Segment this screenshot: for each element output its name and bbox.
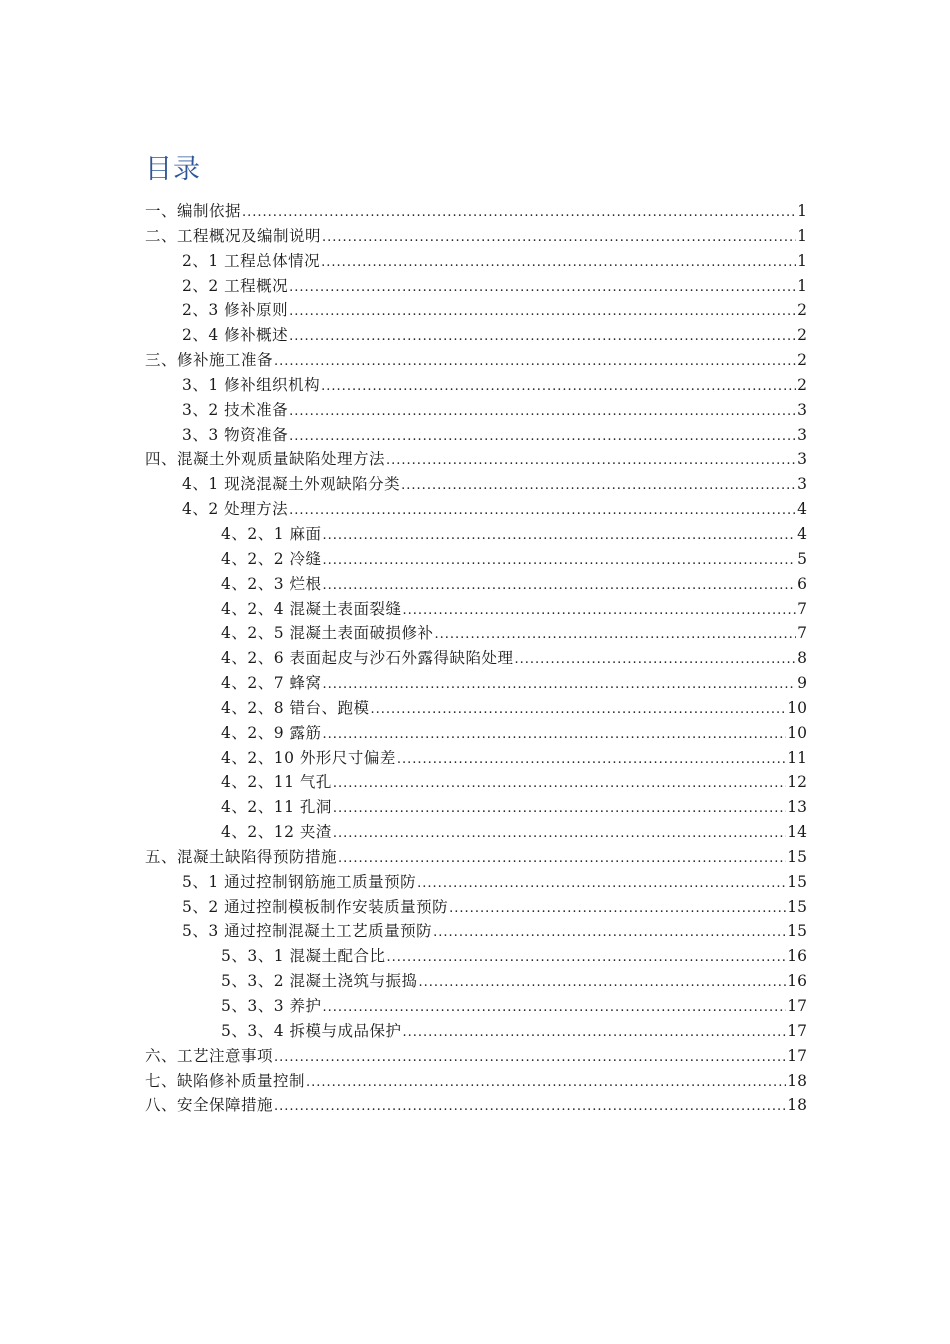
toc-entry-label: 3、3 物资准备 [182, 425, 289, 444]
toc-entry-page-number: 2 [797, 351, 807, 370]
toc-entry[interactable] [145, 547, 807, 572]
toc-dot-leader [274, 1095, 786, 1120]
toc-entry-label: 4、2、12 夹渣 [221, 823, 332, 842]
toc-dot-leader [323, 524, 797, 549]
toc-entry-label: 4、2、5 混凝土表面破损修补 [221, 624, 434, 643]
toc-entry[interactable] [145, 199, 807, 224]
toc-entry-label: 4、2、4 混凝土表面裂缝 [221, 599, 402, 618]
toc-entry[interactable] [145, 671, 807, 696]
toc-list [145, 199, 807, 1118]
toc-entry-label: 2、2 工程概况 [182, 276, 289, 295]
toc-dot-leader [449, 897, 786, 922]
toc-dot-leader [515, 648, 797, 673]
toc-dot-leader [419, 971, 787, 996]
toc-entry-label: 六、工艺注意事项 [145, 1046, 274, 1065]
toc-dot-leader [403, 1021, 787, 1046]
toc-entry[interactable] [145, 696, 807, 721]
toc-entry-page-number: 1 [797, 276, 807, 295]
toc-entry[interactable] [145, 1069, 807, 1094]
toc-entry[interactable] [145, 646, 807, 671]
toc-entry[interactable] [145, 572, 807, 597]
toc-entry-page-number: 2 [797, 375, 807, 394]
toc-entry[interactable] [145, 969, 807, 994]
toc-dot-leader [323, 996, 787, 1021]
toc-entry-label: 4、2、11 气孔 [221, 773, 332, 792]
toc-entry-page-number: 17 [787, 1021, 807, 1040]
toc-dot-leader [323, 574, 797, 599]
toc-entry[interactable] [145, 373, 807, 398]
toc-entry[interactable] [145, 721, 807, 746]
toc-dot-leader [433, 921, 786, 946]
toc-dot-leader [322, 226, 796, 251]
toc-entry[interactable] [145, 1044, 807, 1069]
toc-entry-label: 二、工程概况及编制说明 [145, 226, 322, 245]
toc-dot-leader [333, 772, 786, 797]
toc-entry-label: 5、3、4 拆模与成品保护 [221, 1021, 402, 1040]
toc-entry-page-number: 8 [797, 649, 807, 668]
toc-entry-page-number: 4 [797, 524, 807, 543]
toc-entry[interactable] [145, 348, 807, 373]
toc-entry-label: 2、3 修补原则 [182, 301, 289, 320]
toc-dot-leader [371, 698, 787, 723]
toc-dot-leader [289, 325, 796, 350]
toc-title: 目录 [145, 154, 201, 185]
toc-entry[interactable] [145, 1019, 807, 1044]
toc-entry-label: 4、2、1 麻面 [221, 524, 322, 543]
toc-entry[interactable] [145, 472, 807, 497]
toc-entry-page-number: 2 [797, 301, 807, 320]
toc-dot-leader [401, 474, 796, 499]
toc-entry-label: 4、1 现浇混凝土外观缺陷分类 [182, 475, 401, 494]
toc-dot-leader [306, 1071, 786, 1096]
toc-entry-page-number: 10 [787, 698, 807, 717]
toc-dot-leader [289, 300, 796, 325]
toc-entry[interactable] [145, 497, 807, 522]
toc-dot-leader [417, 872, 786, 897]
toc-entry-label: 4、2 处理方法 [182, 500, 289, 519]
toc-entry-page-number: 1 [797, 251, 807, 270]
toc-entry[interactable] [145, 1093, 807, 1118]
toc-entry[interactable] [145, 323, 807, 348]
toc-entry[interactable] [145, 447, 807, 472]
toc-dot-leader [403, 599, 797, 624]
toc-entry-label: 一、编制依据 [145, 202, 242, 220]
toc-entry-page-number: 3 [797, 400, 807, 419]
toc-dot-leader [289, 425, 796, 450]
toc-entry[interactable] [145, 820, 807, 845]
toc-entry-page-number: 4 [797, 500, 807, 519]
toc-entry-label: 五、混凝土缺陷得预防措施 [145, 847, 338, 866]
toc-dot-leader [242, 201, 796, 226]
toc-entry-page-number: 3 [797, 475, 807, 494]
toc-entry-label: 4、2、9 露筋 [221, 723, 322, 742]
toc-dot-leader [274, 1046, 786, 1071]
toc-entry-label: 5、3、2 混凝土浇筑与振捣 [221, 972, 418, 991]
toc-dot-leader [397, 748, 786, 773]
toc-entry-page-number: 6 [797, 574, 807, 593]
toc-entry[interactable] [145, 770, 807, 795]
toc-entry-label: 4、2、11 孔洞 [221, 798, 332, 817]
toc-entry[interactable] [145, 522, 807, 547]
toc-dot-leader [323, 673, 797, 698]
toc-entry-label: 5、3、1 混凝土配合比 [221, 947, 386, 966]
toc-entry[interactable] [145, 224, 807, 249]
toc-entry-page-number: 14 [787, 823, 807, 842]
toc-entry[interactable] [145, 621, 807, 646]
toc-dot-leader [333, 822, 786, 847]
toc-entry[interactable] [145, 274, 807, 299]
toc-dot-leader [323, 549, 797, 574]
toc-entry-label: 4、2、3 烂根 [221, 574, 322, 593]
toc-entry-label: 4、2、8 错台、跑模 [221, 698, 370, 717]
toc-entry-page-number: 13 [787, 798, 807, 817]
toc-entry-page-number: 15 [787, 922, 807, 941]
toc-entry-page-number: 18 [787, 1096, 807, 1115]
toc-entry-page-number: 7 [797, 624, 807, 643]
toc-entry-label: 四、混凝土外观质量缺陷处理方法 [145, 450, 386, 469]
toc-entry-label: 三、修补施工准备 [145, 351, 274, 370]
toc-entry-label: 3、1 修补组织机构 [182, 375, 321, 394]
toc-entry-page-number: 1 [797, 202, 807, 220]
toc-entry[interactable] [145, 249, 807, 274]
toc-entry-page-number: 16 [787, 947, 807, 966]
toc-dot-leader [435, 623, 797, 648]
toc-entry-page-number: 3 [797, 425, 807, 444]
toc-entry-page-number: 1 [797, 226, 807, 245]
toc-entry[interactable] [145, 895, 807, 920]
toc-entry-label: 2、4 修补概述 [182, 326, 289, 345]
toc-entry-page-number: 12 [787, 773, 807, 792]
toc-entry-page-number: 15 [787, 897, 807, 916]
toc-dot-leader [387, 946, 787, 971]
toc-dot-leader [289, 400, 796, 425]
toc-dot-leader [323, 723, 787, 748]
toc-entry-label: 4、2、2 冷缝 [221, 549, 322, 568]
toc-entry-label: 4、2、6 表面起皮与沙石外露得缺陷处理 [221, 649, 514, 668]
toc-entry[interactable] [145, 870, 807, 895]
toc-entry-page-number: 7 [797, 599, 807, 618]
toc-entry[interactable] [145, 994, 807, 1019]
toc-entry[interactable] [145, 423, 807, 448]
toc-entry-label: 七、缺陷修补质量控制 [145, 1071, 306, 1090]
toc-dot-leader [289, 499, 796, 524]
toc-entry[interactable] [145, 795, 807, 820]
toc-entry-page-number: 2 [797, 326, 807, 345]
toc-entry[interactable] [145, 944, 807, 969]
toc-entry-page-number: 18 [787, 1071, 807, 1090]
toc-entry-page-number: 15 [787, 847, 807, 866]
toc-dot-leader [274, 350, 796, 375]
toc-entry-page-number: 15 [787, 872, 807, 891]
toc-entry-page-number: 17 [787, 997, 807, 1015]
toc-dot-leader [386, 449, 796, 474]
toc-dot-leader [321, 375, 796, 400]
toc-dot-leader [321, 251, 796, 276]
toc-entry-label: 八、安全保障措施 [145, 1096, 274, 1115]
toc-entry-page-number: 17 [787, 1046, 807, 1065]
toc-entry-page-number: 10 [787, 723, 807, 742]
toc-entry-label: 5、3 通过控制混凝土工艺质量预防 [182, 922, 433, 941]
toc-entry-page-number: 11 [787, 748, 807, 767]
toc-entry-label: 5、1 通过控制钢筋施工质量预防 [182, 872, 417, 891]
toc-dot-leader [333, 797, 786, 822]
toc-entry-label: 4、2、10 外形尺寸偏差 [221, 748, 396, 767]
toc-entry-page-number: 5 [797, 549, 807, 568]
toc-entry-page-number: 9 [797, 674, 807, 693]
toc-entry[interactable] [145, 597, 807, 622]
toc-entry[interactable] [145, 298, 807, 323]
toc-entry-page-number: 3 [797, 450, 807, 469]
toc-entry-label: 2、1 工程总体情况 [182, 251, 321, 270]
toc-dot-leader [338, 847, 786, 872]
toc-entry[interactable] [145, 919, 807, 944]
toc-entry[interactable] [145, 845, 807, 870]
toc-entry-label: 4、2、7 蜂窝 [221, 674, 322, 693]
toc-entry-label: 5、2 通过控制模板制作安装质量预防 [182, 897, 449, 916]
toc-entry-label: 3、2 技术准备 [182, 400, 289, 419]
toc-entry-label: 5、3、3 养护 [221, 997, 322, 1015]
toc-entry[interactable] [145, 398, 807, 423]
toc-dot-leader [289, 276, 796, 301]
toc-entry-page-number: 16 [787, 972, 807, 991]
toc-entry[interactable] [145, 746, 807, 771]
